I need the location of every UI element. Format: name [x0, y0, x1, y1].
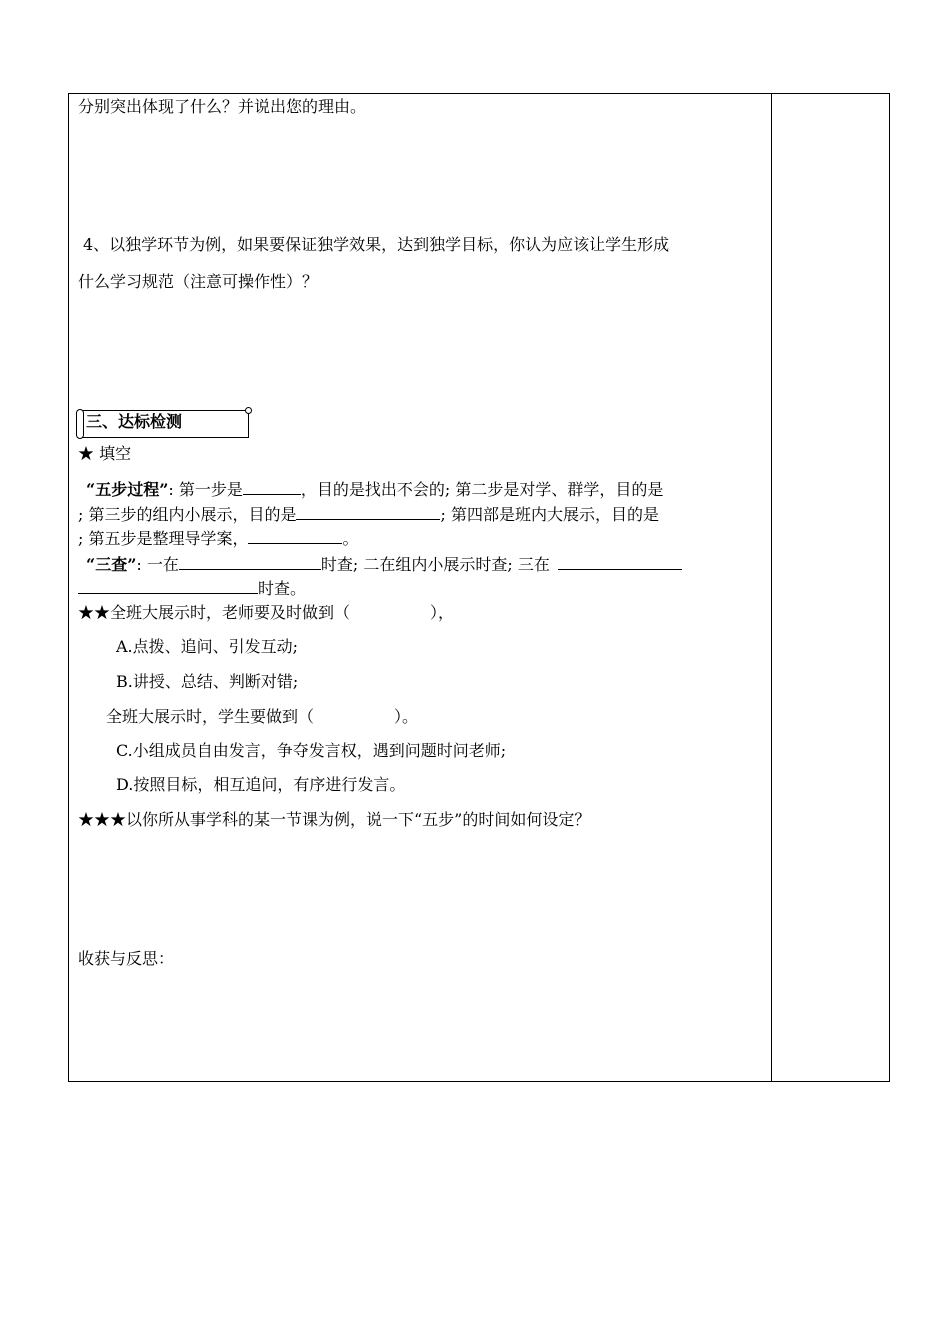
five-steps-line3 — [78, 528, 359, 549]
section-title: 三、达标检测 — [86, 412, 183, 431]
blank-field[interactable] — [296, 504, 440, 520]
option-a: A.点拨、追问、引发互动; — [116, 637, 299, 656]
three-checks-label: “三查” — [86, 555, 137, 574]
reflection-label: 收获与反思： — [78, 949, 175, 968]
five-steps-label: “五步过程” — [86, 480, 169, 499]
text: : 一在 — [136, 555, 179, 574]
star2-question2: 全班大展示时，学生要做到（ ）。 — [106, 707, 419, 726]
blank-field[interactable] — [243, 479, 301, 495]
option-c: C.小组成员自由发言，争夺发言权，遇到问题时问老师; — [116, 741, 507, 760]
star3-question: ★★★以你所从事学科的某一节课为例，说一下“五步”的时间如何设定？ — [78, 810, 591, 829]
star1-heading: ★ 填空 — [78, 444, 132, 463]
text: 时查。 — [258, 579, 307, 598]
text: : 第一步是 — [168, 480, 243, 499]
scroll-knob-icon — [245, 407, 252, 414]
five-steps-line2 — [78, 504, 659, 525]
column-divider — [771, 93, 772, 1082]
five-steps-line1 — [86, 479, 663, 500]
blank-field[interactable] — [179, 554, 321, 570]
blank-field[interactable] — [78, 578, 258, 594]
text: ; 第五步是整理导学案， — [78, 529, 249, 548]
three-checks-line1 — [86, 554, 682, 575]
question-3-tail: 分别突出体现了什么？并说出您的理由。 — [78, 97, 367, 116]
text: 时查; 二在组内小展示时查; 三在 — [320, 555, 550, 574]
three-checks-line2 — [78, 578, 306, 599]
option-b: B.讲授、总结、判断对错; — [116, 672, 299, 691]
text: ; 第三步的组内小展示，目的是 — [78, 505, 297, 524]
text: ; 第四部是班内大展示，目的是 — [440, 505, 659, 524]
text: ，目的是找出不会的; 第二步是对学、群学，目的是 — [300, 480, 664, 499]
blank-field[interactable] — [248, 528, 342, 544]
star2-question1: ★★全班大展示时，老师要及时做到（ ）， — [78, 603, 455, 622]
question-4-line1: 4、以独学环节为例，如果要保证独学效果，达到独学目标，你认为应该让学生形成 — [83, 235, 670, 254]
question-4-line2: 什么学习规范（注意可操作性）？ — [78, 272, 319, 291]
blank-field[interactable] — [558, 554, 682, 570]
section-banner — [76, 407, 252, 439]
scroll-curl-icon — [76, 409, 84, 439]
text: 。 — [342, 529, 359, 548]
option-d: D.按照目标，相互追问，有序进行发言。 — [116, 775, 406, 794]
